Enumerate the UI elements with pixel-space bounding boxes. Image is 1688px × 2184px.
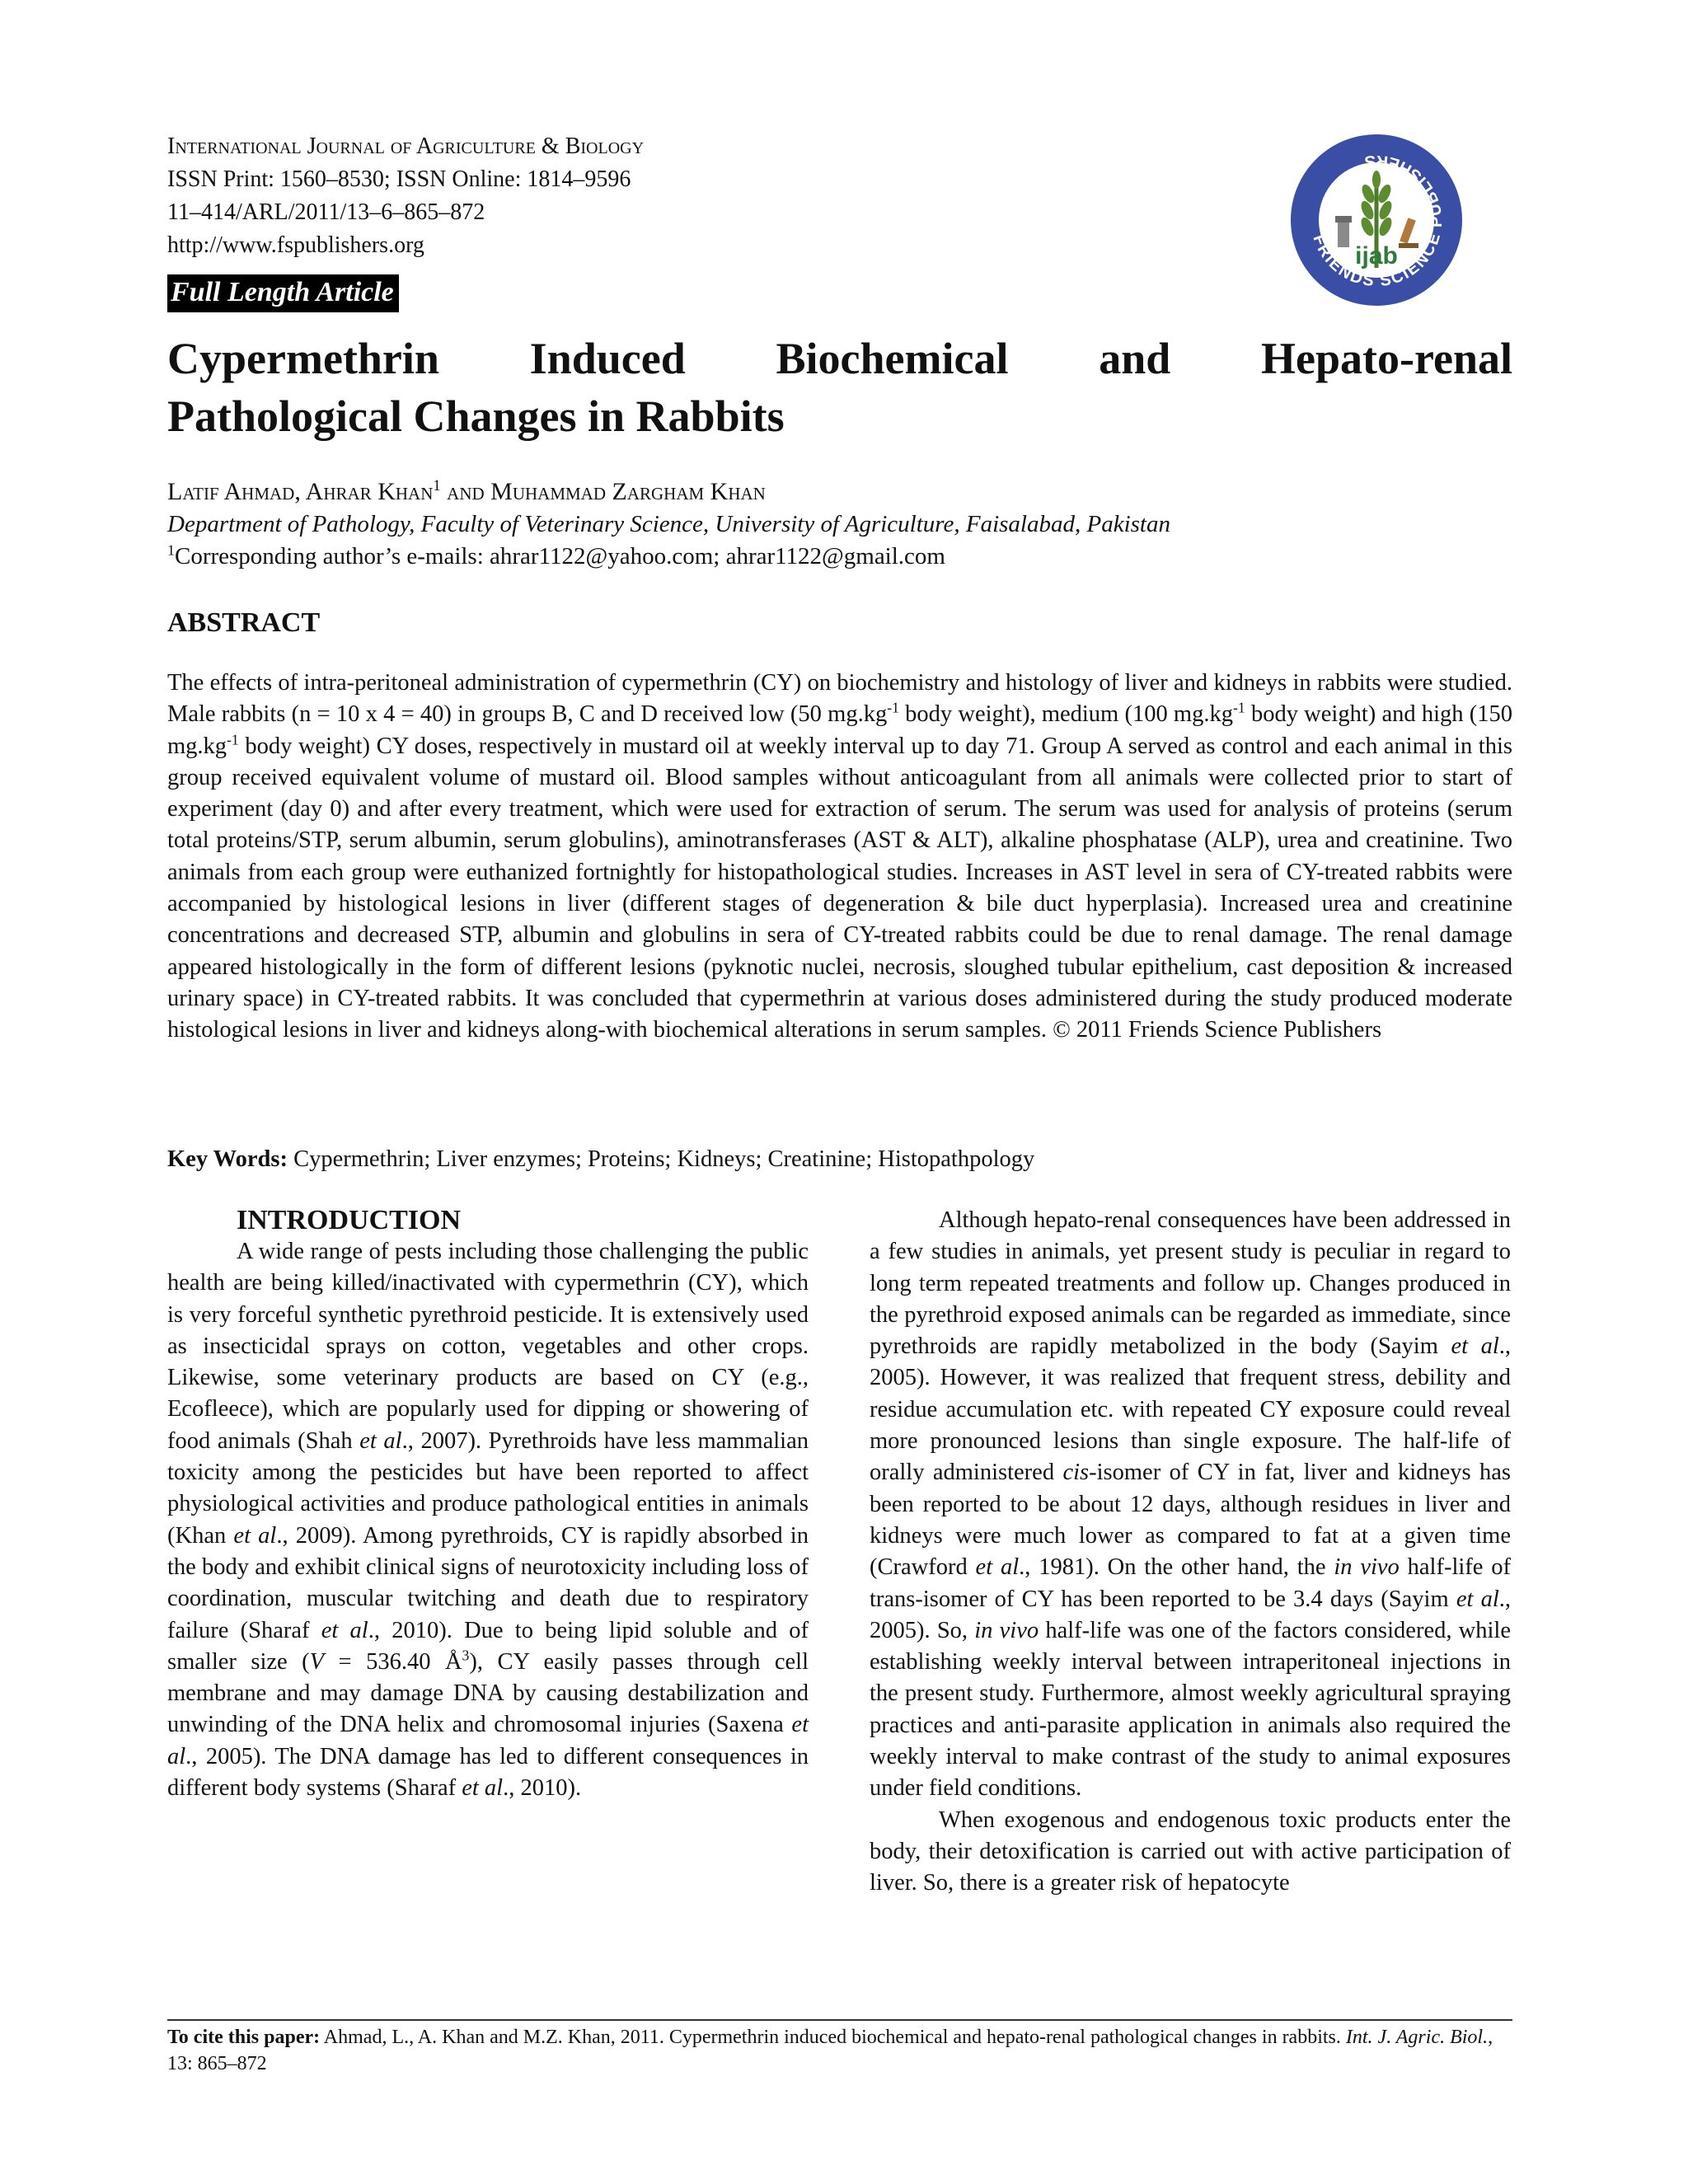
intro-p2-invivo-1: in vivo: [1334, 1554, 1400, 1581]
intro-p2-f: ., 2005). So,: [870, 1586, 1511, 1643]
keywords-label: Key Words:: [167, 1146, 288, 1172]
intro-p1-f: ), CY easily passes through cell membrane and may damage DNA by causing destabilization and unwinding of the DNA helix and chromosomal injuries (Saxena: [167, 1648, 809, 1738]
intro-p1-e: = 536.40 Å: [324, 1648, 462, 1675]
keywords: [167, 1144, 1512, 1175]
author-sup: 1: [433, 477, 441, 494]
introduction-heading: INTRODUCTION: [237, 1205, 462, 1235]
author-names-1: Latif Ahmad, Ahrar Khan: [167, 478, 434, 505]
intro-p2-e: half-life of trans-isomer of CY has been reported to be 3.4 days (Sayim: [870, 1554, 1511, 1612]
corresponding-sup: 1: [167, 541, 175, 559]
keywords-text: Cypermethrin; Liver enzymes; Proteins; Kidneys; Creatinine; Histopathpology: [287, 1146, 1035, 1172]
intro-p1-etal-1: et al: [359, 1427, 402, 1454]
journal-url[interactable]: http://www.fspublishers.org: [167, 232, 424, 258]
logo-center-text: ijab: [1355, 242, 1398, 269]
intro-paragraph-2: [870, 1205, 1511, 1805]
intro-p2-etal-1: et al: [1451, 1333, 1499, 1360]
affiliation: Department of Pathology, Faculty of Veterinary Science, University of Agriculture, Faisalabad, Pakistan: [167, 511, 1170, 537]
intro-paragraph-1: [167, 1236, 809, 1804]
intro-column-right: [870, 1205, 1511, 1900]
intro-p2-c: -isomer of CY in fat, liver and kidneys has been reported to be about 12 days, although residues in liver and kidneys were much lower as compared to fat at a given time (Crawford: [870, 1460, 1511, 1581]
corresponding-author: [167, 541, 945, 572]
author-list: [167, 476, 766, 509]
paper-title: [167, 330, 1512, 445]
intro-p2-a: Although hepato-renal consequences have been addressed in a few studies in animals, yet present study is peculiar in regard to long term repeated treatments and follow up. Changes produced in the pyrethroid exposed animals can be regarded as immediate, since pyrethroids are rapidly metabolized in the body (Sayim: [870, 1207, 1511, 1360]
intro-p1-h: ., 2010).: [503, 1775, 582, 1802]
intro-p2-g: half-life was one of the factors considered, while establishing weekly interval between intraperitoneal injections in the present study. Furthermore, almost weekly agricultural spraying practices and anti-parasite application in animals also required the weekly interval to make contrast of the study to animal exposures under field conditions.: [870, 1617, 1511, 1802]
intro-p1-d: ., 2010). Due to being lipid soluble and of smaller size (: [167, 1617, 809, 1675]
journal-ref: 11–414/ARL/2011/13–6–865–872: [167, 199, 485, 225]
intro-p2-d: ., 1981). On the other hand, the: [1019, 1554, 1334, 1581]
intro-p2-etal-3: et al: [1456, 1586, 1499, 1612]
journal-name: International Journal of Agriculture & Biology: [167, 134, 645, 159]
intro-p2-etal-2: et al: [975, 1554, 1020, 1581]
lab-flask-icon: [1335, 216, 1352, 247]
citation-text: Ahmad, L., A. Khan and M.Z. Khan, 2011. Cypermethrin induced biochemical and hepato-renal pathological changes in rabbits.: [320, 2027, 1346, 2048]
abstract-sup-2: -1: [1232, 699, 1245, 716]
abstract-text-3: body weight) and high (150 mg.kg: [167, 701, 1513, 759]
intro-p1-volume-symbol: V: [309, 1648, 325, 1675]
intro-p1-c: ., 2009). Among pyrethroids, CY is rapidly absorbed in the body and exhibit clinical signs of neurotoxicity including loss of coordination, muscular twitching and death due to respiratory failure (Sharaf: [167, 1522, 809, 1643]
abstract-text-1: The effects of intra-peritoneal administration of cypermethrin (CY) on biochemistry and histology of liver and kidneys in rabbits were studied. Male rabbits (n = 10 x 4 = 40) in groups B, C and D received low (50 mg.kg: [167, 670, 1512, 728]
intro-p1-sup: 3: [462, 1647, 470, 1664]
intro-column-left: [167, 1205, 809, 1804]
intro-p1-etal-3: et al: [321, 1617, 368, 1643]
abstract-text-2: body weight), medium (100 mg.kg: [898, 701, 1233, 728]
journal-issn: ISSN Print: 1560–8530; ISSN Online: 1814–9596: [167, 166, 631, 192]
intro-p2-b: ., 2005). However, it was realized that frequent stress, debility and residue accumulation etc. with repeated CY exposure could reveal more pronounced lesions than single exposure. The half-life of orally administered: [870, 1333, 1511, 1486]
article-type-badge: Full Length Article: [167, 274, 399, 312]
abstract-sup-1: -1: [887, 699, 899, 716]
intro-p1-a: A wide range of pests including those challenging the public health are being killed/inactivated with cypermethrin (CY), which is very forceful synthetic pyrethroid pesticide. It is extensively used as insecticidal sprays on cotton, vegetables and other crops. Likewise, some veterinary products are based on CY (e.g., Ecofleece), which are popularly used for dipping or showering of food animals (Shah: [167, 1239, 809, 1454]
intro-paragraph-3: When exogenous and endogenous toxic products enter the body, their detoxification is carried out with active participation of liver. So, there is a greater risk of hepatocyte: [870, 1807, 1511, 1896]
intro-p1-etal-4: et al: [167, 1712, 809, 1769]
corresponding-text: Corresponding author’s e-mails: ahrar1122@yahoo.com; ahrar1122@gmail.com: [174, 543, 945, 569]
intro-p2-invivo-2: in vivo: [974, 1617, 1039, 1643]
abstract-text-4: body weight) CY doses, respectively in mustard oil at weekly interval up to day 71. Group A served as control and each animal in this group received equivalent volume of mustard oil. Blood samples without anticoagulant from all animals were collected prior to start of experiment (day 0) and after every treatment, which were used for extraction of serum. The serum was used for analysis of proteins (serum total proteins/STP, serum albumin, serum globulins), aminotransferases (AST & ALT), alkaline phosphatase (ALP), urea and creatinine. Two animals from each group were euthanized fortnightly for histopathological studies. Increases in AST level in sera of CY-treated rabbits were accompanied by histological lesions in liver (different stages of degeneration & bile duct hyperplasia). Increased urea and creatinine concentrations and decreased STP, albumin and globulins in sera of CY-treated rabbits could be due to renal damage. The renal damage appeared histologically in the form of different lesions (pyknotic nuclei, necrosis, sloughed tubular epithelium, cast deposition & increased urinary space) in CY-treated rabbits. It was concluded that cypermethrin at various doses administered during the study produced moderate histological lesions in liver and kidneys along-with biochemical alterations in serum samples. © 2011 Friends Science Publishers: [167, 733, 1512, 1043]
intro-p2-cis: cis: [1062, 1460, 1090, 1486]
intro-p1-etal-5: et al: [462, 1775, 504, 1802]
abstract-sup-3: -1: [227, 731, 239, 748]
citation-note: [167, 2024, 1512, 2077]
citation-label: To cite this paper:: [167, 2027, 321, 2048]
publisher-logo: [1288, 124, 1465, 316]
citation-journal: Int. J. Agric. Biol.: [1345, 2027, 1489, 2048]
author-names-2: and Muhammad Zargham Khan: [440, 478, 766, 505]
abstract-body: [167, 668, 1512, 1047]
paper-title-line-2: Pathological Changes in Rabbits: [167, 391, 785, 441]
citation-volume: , 13: 865–872: [167, 2027, 1493, 2074]
footer-divider: [167, 2019, 1512, 2021]
journal-header: [167, 130, 644, 262]
intro-p1-etal-2: et al: [233, 1522, 277, 1549]
intro-p1-g: ., 2005). The DNA damage has led to different consequences in different body systems (Sharaf: [167, 1743, 809, 1802]
logo-ring-text: FRIENDS SCIENCE PUBLISHERS: [1309, 151, 1447, 291]
abstract-heading: ABSTRACT: [167, 607, 321, 638]
paper-title-line-1: Cypermethrin Induced Biochemical and Hepato-renal: [167, 334, 1512, 383]
intro-p1-b: ., 2007). Pyrethroids have less mammalian toxicity among the pesticides but have been reported to affect physiological activities and produce pathological entities in animals (Khan: [167, 1427, 809, 1549]
